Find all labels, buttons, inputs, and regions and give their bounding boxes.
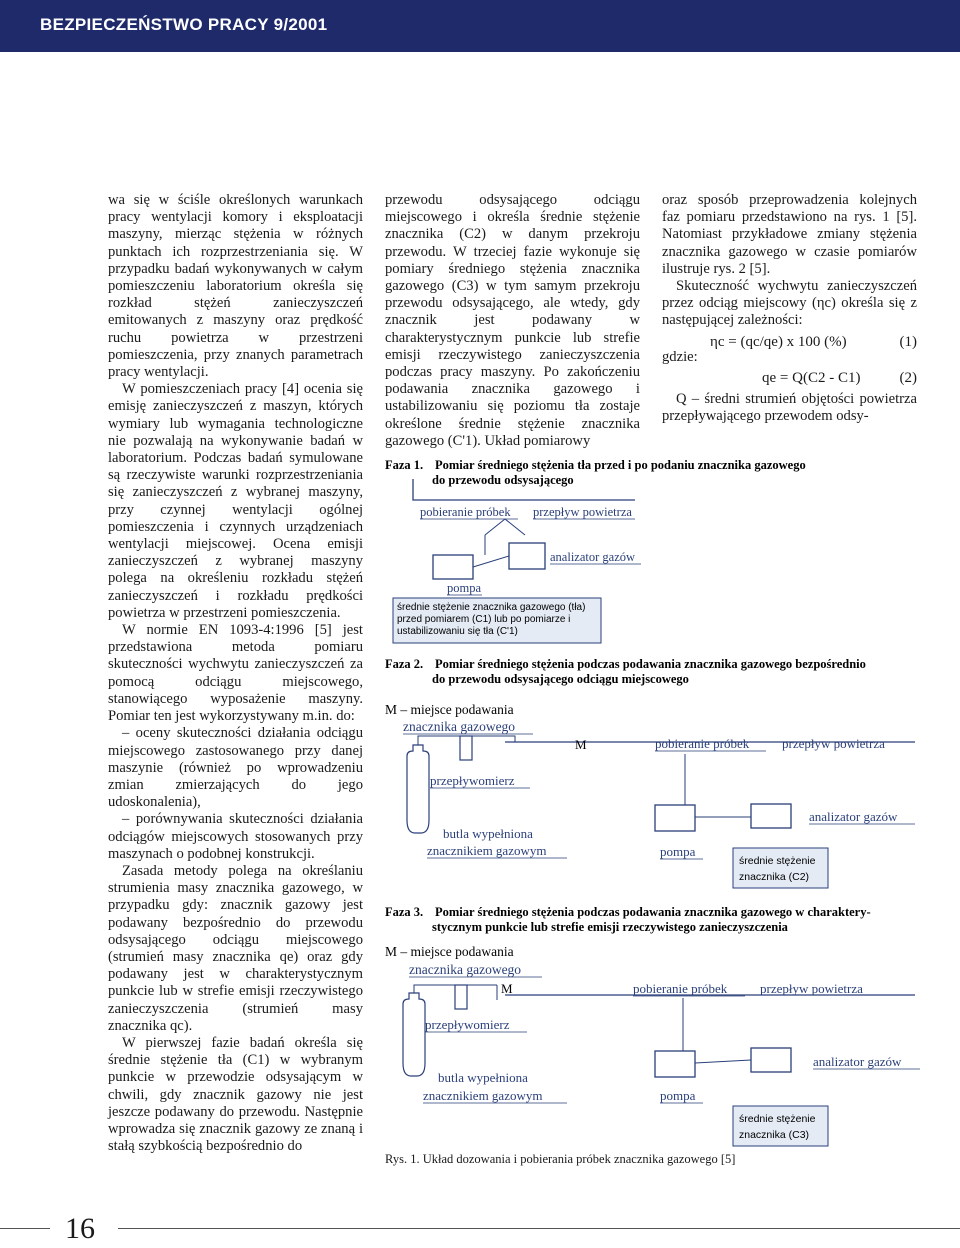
formula-2	[662, 370, 917, 387]
analyzer-box	[509, 543, 545, 569]
gas-cylinder	[403, 993, 425, 1076]
diagram	[385, 455, 925, 1155]
footer-rule	[0, 1228, 50, 1229]
result-text: przed pomiarem (C1) lub po pomiarze i	[397, 614, 571, 625]
paragraph: wa się w ściśle określonych warunkach pracy wentylacji komory i eksploatacji maszyny, mierząc stężenia w różnych punktach ich rozprzestrzeniania się. W przypadku badań wykonywanych w całym pomieszczeniu laboratorium określa się rozkład stężeń zanieczyszczeń emitowanych z maszyny oraz prędkość ruchu powietrza w przestrzeni pomieszczenia, przy znanych parametrach pracy wentylacji.	[108, 192, 363, 381]
paragraph: W normie EN 1093-4:1996 [5] jest przedstawiona metoda pomiaru skuteczności wychwytu zanieczyszczeń za pomocą odciągu miejscowego, stanowiącego wyposażenie maszyny. Pomiar ten jest wykorzystywany m.in. do:	[108, 622, 363, 725]
analyzer-box	[751, 804, 791, 828]
butla-label-cont: znacznikiem gazowym	[427, 843, 547, 858]
journal-title: BEZPIECZEŃSTWO PRACY 9/2001	[40, 15, 328, 34]
przeplywomierz-label: przepływomierz	[430, 773, 515, 788]
flowmeter	[455, 985, 467, 1009]
paragraph: Zasada metody polega na określaniu strumienia masy znacznika gazowego, w przypadku gdy: znacznik gazowy jest podawany bezpośrednio do przewodu odsysającego odciągu miejscowego (strumień masy znacznika qe) oraz gdy podawany jest w charakterystycznym punkcie lub w strefie emisji rzeczywistego zanieczyszczenia (strumień masy znacznika qc).	[108, 862, 363, 1034]
pobieranie-label: pobieranie próbek	[420, 505, 511, 519]
pump-box	[655, 1051, 695, 1077]
przeplyw-label: przepływ powietrza	[760, 981, 863, 996]
gdzie-label: gdzie:	[662, 348, 698, 365]
m-marker: M	[501, 981, 513, 996]
paragraph: oraz sposób przeprowadzenia kolejnych faz pomiaru przedstawiono na rys. 1 [5]. Natomiast przykładowe zmiany stężenia znacznika gazowego w czasie pomiarów ilustruje rys. 2 [5].	[662, 192, 917, 277]
formula-1-number: (1)	[899, 333, 917, 350]
result-text: średnie stężenie znacznika gazowego (tła)	[397, 602, 586, 613]
przeplywomierz-label: przepływomierz	[425, 1017, 510, 1032]
przeplyw-label: przepływ powietrza	[782, 736, 885, 751]
faza1-title-cont: do przewodu odsysającego	[432, 473, 574, 487]
pompa-label: pompa	[660, 1088, 696, 1103]
paragraph: Skuteczność wychwytu zanieczyszczeń przez odciąg miejscowy (ηc) określa się z następującej zależności:	[662, 278, 917, 329]
gas-cylinder	[407, 745, 429, 833]
result-text: znacznika (C3)	[739, 1129, 810, 1141]
pump-box	[655, 805, 695, 831]
result-text: średnie stężenie	[739, 855, 816, 867]
formula-2-number: (2)	[899, 370, 917, 387]
analizator-label: analizator gazów	[813, 1054, 902, 1069]
formula-2-expression: qe = Q(C2 - C1)	[762, 370, 861, 387]
pobieranie-label: pobieranie próbek	[633, 981, 728, 996]
pompa-label: pompa	[447, 581, 482, 595]
butla-label: butla wypełniona	[443, 826, 533, 841]
faza3-title: Pomiar średniego stężenia podczas podawania znacznika gazowego w charaktery-	[435, 905, 871, 919]
faza3-title-cont: stycznym punkcie lub strefie emisji rzeczywistego zanieczyszczenia	[432, 920, 788, 934]
paragraph: przewodu odsysającego odciągu miejscowego i określa średnie stężenie znacznika (C2) w danym przekroju przewodu. W trzeciej fazie wykonuje się pomiary średniego stężenia znacznika gazowego (C3) w tym samym przekroju przewodu odsysającego, ale wtedy, gdy znacznik jest podawany w charakterystycznym punkcie lub strefie emisji rzeczywistego zanieczyszczenia podczas pracy maszyny. Po zakończeniu podawania znacznika gazowego i ustabilizowaniu się poziomu tła zostaje określone średnie stężenie znacznika gazowego (C'1). Układ pomiarowy	[385, 192, 640, 449]
m-label-cont: znacznika gazowego	[409, 962, 522, 977]
text-column-2	[385, 192, 640, 450]
figure-caption: Rys. 1. Układ dozowania i pobierania próbek znacznika gazowego [5]	[385, 1152, 736, 1166]
footer-rule	[118, 1228, 960, 1229]
faza3-label: Faza 3.	[385, 905, 424, 919]
paragraph: Q – średni strumień objętości powietrza przepływającego przewodem odsy-	[662, 391, 917, 425]
analizator-label: analizator gazów	[550, 550, 636, 564]
faza1-label: Faza 1.	[385, 458, 424, 472]
result-text: znacznika (C2)	[739, 871, 810, 883]
m-label-cont: znacznika gazowego	[403, 719, 516, 734]
list-item: – porównywania skuteczności działania odciągów miejscowych stosowanych przy maszynach o podobnej konstrukcji.	[108, 811, 363, 862]
faza2-title-cont: do przewodu odsysającego odciągu miejscowego	[432, 672, 689, 686]
figure-rys-1	[385, 455, 925, 1185]
m-label: M – miejsce podawania	[385, 944, 514, 959]
formula-1-expression: ηc = (qc/qe) x 100 (%)	[710, 333, 847, 350]
paragraph: W pomieszczeniach pracy [4] ocenia się emisję zanieczyszczeń z maszyn, których wymiary lub wymagania technologiczne nie pozwalają na wykonywanie badań w laboratorium. Podczas badań symulowane są rzeczywiste warunki rozprzestrzeniania się zanieczyszczeń z wybranej maszyny, przy czynnej wentylacji ogólnej pomieszczenia i czynnych urządzeniach wentylacji miejscowej. Ocena emisji zanieczyszczeń z wybranej maszyny polega na określeniu rozkładu stężeń zanieczyszczeń i rozkładu prędkości powietrza w przestrzeni pomieszczenia.	[108, 381, 363, 621]
pobieranie-label: pobieranie próbek	[655, 736, 750, 751]
text-column-1	[108, 192, 363, 1155]
paragraph: W pierwszej fazie badań określa się średnie stężenie tła (C1) w wybranym punkcie w przewodzie odsysającym w chwili, gdy znacznik gazowy nie jest jeszcze podawany do przewodu. Następnie wprowadza się znacznik gazowy ze znaną i stałą szybkością bezpośrednio do	[108, 1034, 363, 1155]
text-column-3	[662, 192, 917, 426]
faza1-title: Pomiar średniego stężenia tła przed i po podaniu znacznika gazowego	[435, 458, 806, 472]
flowmeter	[460, 736, 472, 760]
faza2-label: Faza 2.	[385, 657, 424, 671]
pompa-label: pompa	[660, 844, 696, 859]
butla-label: butla wypełniona	[438, 1070, 528, 1085]
analizator-label: analizator gazów	[809, 809, 898, 824]
result-text: ustabilizowaniu się tła (C'1)	[397, 626, 518, 637]
list-item: – oceny skuteczności działania odciągu miejscowego zastosowanego przy danej maszynie (również po wprowadzeniu zmian zmierzających do jego udoskonalenia),	[108, 725, 363, 811]
result-text: średnie stężenie	[739, 1113, 816, 1125]
page-header	[0, 0, 960, 52]
sample-line	[485, 519, 505, 535]
analyzer-box	[751, 1048, 791, 1072]
przeplyw-label: przepływ powietrza	[533, 505, 632, 519]
pump-box	[433, 555, 473, 579]
m-marker: M	[575, 737, 587, 752]
m-label: M – miejsce podawania	[385, 702, 514, 717]
faza2-title: Pomiar średniego stężenia podczas podawania znacznika gazowego bezpośrednio	[435, 657, 866, 671]
page-number: 16	[65, 1212, 95, 1245]
butla-label-cont: znacznikiem gazowym	[423, 1088, 543, 1103]
